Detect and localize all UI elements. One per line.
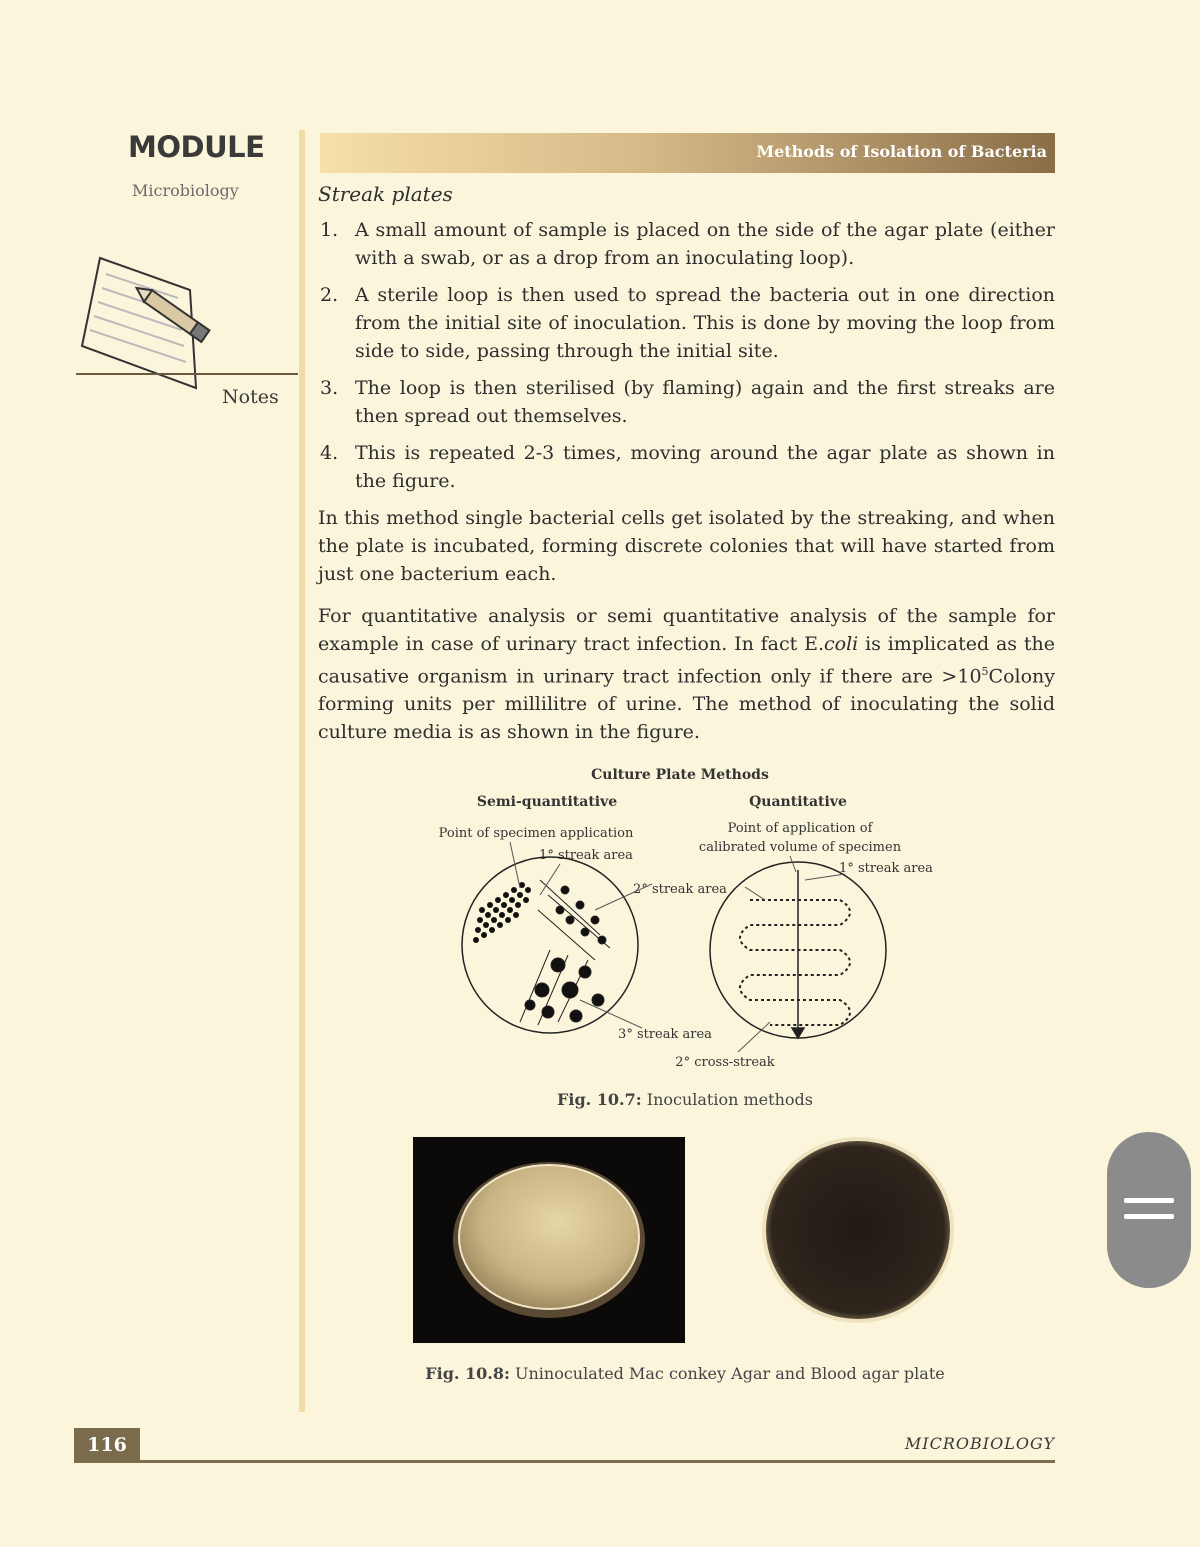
- primary-streak-area-right: [792, 870, 804, 1038]
- macconkey-agar-plate-photo: [413, 1137, 685, 1343]
- text-run: is implicated as the causative organism in urinary tract infection only if there are >10: [318, 633, 1055, 688]
- list-number: 3.: [320, 377, 339, 399]
- tertiary-streak-area-left: [520, 950, 604, 1025]
- text-run-italic: coli: [824, 633, 859, 655]
- figure-10-7-caption: [0, 1090, 1200, 1109]
- text-run: Colony forming units per millilitre of urine. The method of inoculating the solid culture media is as shown in the figure.: [318, 665, 1055, 744]
- label-point-calibrated-1: Point of application of: [727, 821, 873, 836]
- culture-plate-methods-diagram: [420, 760, 940, 1120]
- main-content: [318, 180, 1055, 760]
- label-secondary-streak: 2° streak area: [633, 882, 727, 897]
- label-primary-streak-right: 1° streak area: [839, 861, 933, 876]
- caption-label: Fig. 10.7:: [557, 1090, 642, 1109]
- caption-label: Fig. 10.8:: [425, 1364, 510, 1383]
- secondary-streak-area-left: [538, 880, 610, 960]
- label-point-calibrated-2: calibrated volume of specimen: [698, 840, 902, 855]
- list-item: [318, 374, 1055, 430]
- list-text: The loop is then sterilised (by flaming) again and the first streaks are then spread out themselves.: [355, 377, 1055, 427]
- streak-steps-list: [318, 216, 1055, 495]
- scroll-handle[interactable]: [1107, 1132, 1191, 1288]
- list-text: A sterile loop is then used to spread the bacteria out in one direction from the initial site of inoculation. This is done by moving the loop from side to side, passing through the initial site.: [355, 284, 1055, 362]
- chapter-title: Methods of Isolation of Bacteria: [756, 142, 1047, 161]
- grip-line-icon: [1124, 1198, 1174, 1203]
- label-point-specimen: Point of specimen application: [438, 826, 634, 841]
- caption-text: Inoculation methods: [646, 1090, 813, 1109]
- semi-quantitative-heading: Semi-quantitative: [476, 794, 618, 810]
- list-item: [318, 439, 1055, 495]
- list-number: 1.: [320, 219, 339, 241]
- label-primary-streak-left: 1° streak area: [539, 848, 633, 863]
- figure-10-8-caption: [0, 1364, 1200, 1383]
- figure-title: Culture Plate Methods: [591, 767, 769, 783]
- text-run: For quantitative analysis or semi quantitative analysis of the sample for example in case of urinary tract infection. In fact E.: [318, 605, 1055, 655]
- notes-label: Notes: [222, 386, 279, 408]
- module-title: MODULE: [128, 130, 265, 164]
- list-text: A small amount of sample is placed on the side of the agar plate (either with a swab, or as a drop from an inoculating loop).: [355, 219, 1055, 269]
- footer-subject: MICROBIOLOGY: [904, 1434, 1055, 1453]
- label-cross-streak: 2° cross-streak: [675, 1055, 775, 1070]
- margin-rule: [299, 130, 305, 1412]
- notes-divider: [76, 373, 298, 375]
- blood-agar-plate-photo: [760, 1137, 960, 1337]
- paragraph-isolation: In this method single bacterial cells get isolated by the streaking, and when the plate is incubated, forming discrete colonies that will have started from just one bacterium each.: [318, 507, 1055, 585]
- list-text: This is repeated 2-3 times, moving around the agar plate as shown in the figure.: [355, 442, 1055, 492]
- footer-rule: [74, 1460, 1055, 1463]
- cross-streak-path: [740, 900, 850, 1025]
- grip-line-icon: [1124, 1214, 1174, 1219]
- caption-text: Uninoculated Mac conkey Agar and Blood agar plate: [515, 1364, 945, 1383]
- superscript: 5: [981, 665, 989, 678]
- list-number: 2.: [320, 284, 339, 306]
- label-tertiary-streak: 3° streak area: [618, 1027, 712, 1042]
- leader-lines-right: [738, 856, 845, 1052]
- module-subject: Microbiology: [132, 181, 239, 200]
- list-item: [318, 216, 1055, 272]
- list-item: [318, 281, 1055, 365]
- section-title: Streak plates: [318, 182, 453, 206]
- quantitative-heading: Quantitative: [749, 794, 847, 810]
- list-number: 4.: [320, 442, 339, 464]
- chapter-header-bar: [320, 133, 1055, 173]
- paragraph-quantitative: [318, 602, 1055, 746]
- page-number: 116: [74, 1428, 140, 1462]
- notepad-pencil-icon: [78, 250, 228, 390]
- primary-streak-area-left: [473, 882, 531, 943]
